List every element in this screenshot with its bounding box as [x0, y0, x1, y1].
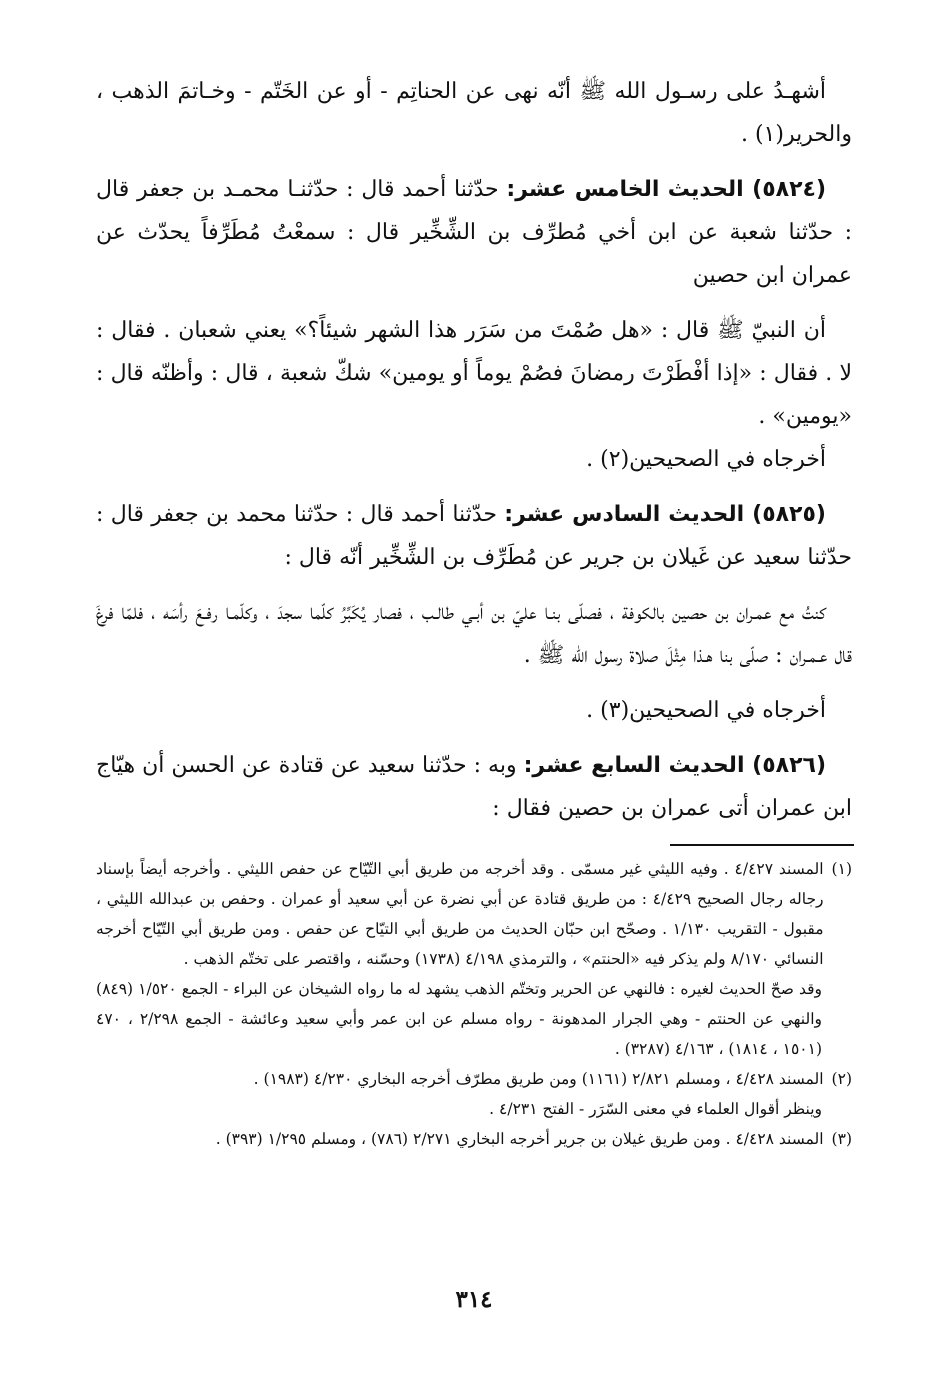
footnote-1-number: (١)	[831, 860, 852, 878]
hadith-5824-takhrij: أخرجاه في الصحيحين(٢) .	[586, 447, 826, 472]
hadith-5825-matn: كنتُ مع عمـران بن حصين بالكوفة ، فصلّى بنـا عليّ بن أبـي طالـب ، فصار يُكَبِّرُ كلّما سجدَ ، وكلّمـا رفـعَ رأسَه ، فلمّا فرغَ قال عـمـران : صلّى بنا هـذا مِثْلَ صلاة رسول الله ﷺ .	[96, 600, 852, 668]
hadith-5824-label: (٥٨٢٤) الحديث الخامس عشر:	[506, 177, 826, 202]
hadith-5824-isnad-text: حدّثنا أحمد قال : حدّثنـا محمـد بن جعفر قال : حدّثنا شعبة عن ابن أخي مُطرِّف بن الشِّخِّير قال : سمعْتُ مُطَرِّفاً يحدّث عن عمران ابن حصين	[96, 177, 852, 288]
footnote-2-text: المسند ٤/٤٢٨ ، ومسلم ٢/٨٢١ (١١٦١) ومن طريق مطرّف أخرجه البخاري ٤/٢٣٠ (١٩٨٣) .	[253, 1070, 824, 1088]
footnote-3	[96, 1124, 852, 1154]
footnote-divider	[670, 844, 854, 846]
hadith-5824-isnad	[96, 168, 852, 297]
footnote-1	[96, 854, 852, 974]
footnote-1-text: المسند ٤/٤٢٧ . وفيه الليثي غير مسمّى . وقد أخرجه من طريق أبي التّيّاح عن حفص الليثي . وأخرجه أيضاً بإسناد رجاله رجال الصحيح ٤/٤٢٩ : من طريق قتادة عن أبي نضرة عن أبي سعيد أو عمران . وحفص بن عبدالله الليثي ، مقبول - التقريب ١/١٣٠ . وصحّح ابن حبّان الحديث من طريق أبي التيّاح عن حفص . ومن طريق أبي التّيّاح أخرجه النسائي ٨/١٧٠ ولم يذكر فيه «الحنتم» ، والترمذي ٤/١٩٨ (١٧٣٨) وحسّنه ، واقتصر على تختّم الذهب .	[96, 860, 824, 968]
hadith-5825-label: (٥٨٢٥) الحديث السادس عشر:	[504, 502, 826, 527]
footnote-2-number: (٢)	[831, 1070, 852, 1088]
hadith-5826-isnad-text: وبه : حدّثنا سعيد عن قتادة عن الحسن أن هيّاج ابن عمران أتى عمران بن حصين فقال :	[96, 753, 852, 821]
footnote-3-text: المسند ٤/٤٢٨ . ومن طريق غيلان بن جرير أخرجه البخاري ٢/٢٧١ (٧٨٦) ، ومسلم ١/٢٩٥ (٣٩٣) .	[215, 1130, 824, 1148]
hadith-5826-label: (٥٨٢٦) الحديث السابع عشر:	[523, 753, 826, 778]
footnote-2	[96, 1064, 852, 1094]
page-number: ٣١٤	[455, 1286, 493, 1313]
hadith-5825-isnad	[96, 493, 852, 579]
hadith-5826-isnad	[96, 744, 852, 830]
main-text	[96, 70, 852, 830]
footnote-1-continuation: وقد صحّ الحديث لغيره : فالنهي عن الحرير وتختّم الذهب يشهد له ما رواه الشيخان عن البراء - الجمع ١/٥٢٠ (٨٤٩) والنهي عن الحنتم - وهي الجرار المدهونة - رواه مسلم عن ابن عمر وأبي سعيد وعائشة - الجمع ٢/٢٩٨ ، ٤٧٠ (١٥٠١ ، ١٨١٤) ، ٤/١٦٣ (٣٢٨٧) .	[96, 980, 822, 1058]
hadith-5825-takhrij: أخرجاه في الصحيحين(٣) .	[586, 698, 826, 723]
footnote-2-continuation: وينظر أقوال العلماء في معنى السّرَر - الفتح ٤/٢٣١ .	[489, 1100, 822, 1118]
hadith-5825-isnad-text: حدّثنا أحمد قال : حدّثنا محمد بن جعفر قال : حدّثنا سعيد عن غَيلان بن جرير عن مُطَرِّف بن الشِّخِّير أنّه قال :	[96, 502, 852, 570]
intro-paragraph: أشهـدُ على رسـول الله ﷺ أنّه نهى عن الحناتِم - أو عن الخَتّم - وخـاتمَ الذهب ، والحرير(١) .	[96, 79, 852, 147]
hadith-5824-matn: أن النبيّ ﷺ قال : «هل صُمْتَ من سَرَر هذا الشهر شيئاً؟» يعني شعبان . فقال : لا . فقال : «إذا أفْطَرْتَ رمضانَ فصُمْ يوماً أو يومين» شكّ شعبة ، قال : وأظنّه قال : «يومين» .	[96, 318, 852, 429]
footnote-3-number: (٣)	[831, 1130, 852, 1148]
footnotes	[96, 854, 852, 1154]
